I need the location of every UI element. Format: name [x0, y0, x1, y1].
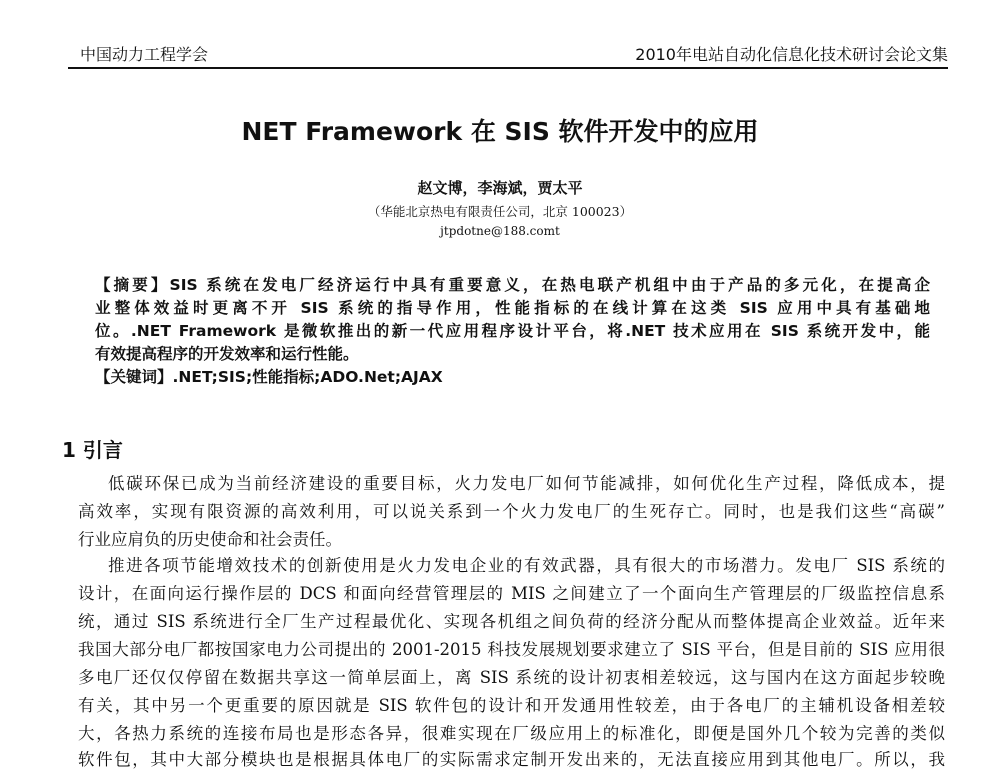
email: jtpdotne@188.comt — [440, 224, 560, 238]
body-line: 统，通过 SIS 系统进行全厂生产过程最优化、实现各机组之间负荷的经济分配从而整体提高企业效益。近年来 — [78, 612, 945, 631]
header-rule — [68, 67, 948, 69]
running-header-right: 2010年电站自动化信息化技术研讨会论文集 — [635, 45, 948, 64]
affiliation: （华能北京热电有限责任公司，北京 100023） — [367, 204, 633, 219]
abstract-line: 【摘要】SIS 系统在发电厂经济运行中具有重要意义，在热电联产机组中由于产品的多元化，在提高企 — [95, 276, 930, 294]
body-line: 设计，在面向运行操作层的 DCS 和面向经营管理层的 MIS 之间建立了一个面向生产管理层的厂级监控信息系 — [78, 584, 945, 603]
body-line: 有关，其中另一个更重要的原因就是 SIS 软件包的设计和开发通用性较差，由于各电厂的主辅机设备相差较 — [78, 696, 945, 715]
body-line: 推进各项节能增效技术的创新使用是火力发电企业的有效武器，具有很大的市场潜力。发电厂 SIS 系统的 — [108, 556, 945, 575]
body-line: 低碳环保已成为当前经济建设的重要目标，火力发电厂如何节能减排，如何优化生产过程，降低成本，提 — [108, 474, 945, 493]
abstract-line: 位。.NET Framework 是微软推出的新一代应用程序设计平台，将.NET 技术应用在 SIS 系统开发中，能 — [95, 322, 930, 340]
body-line: 高效率，实现有限资源的高效利用，可以说关系到一个火力发电厂的生死存亡。同时，也是我们这些“高碳” — [78, 502, 945, 521]
body-line: 我国大部分电厂都按国家电力公司提出的 2001-2015 科技发展规划要求建立了 SIS 平台，但是目前的 SIS 应用很 — [78, 640, 945, 659]
abstract-line: 业整体效益时更离不开 SIS 系统的指导作用，性能指标的在线计算在这类 SIS 应用中具有基础地 — [95, 299, 930, 317]
body-line: 大，各热力系统的连接布局也是形态各异，很难实现在厂级应用上的标准化，即便是国外几个较为完善的类似 — [78, 724, 945, 743]
body-line: 行业应肩负的历史使命和社会责任。 — [78, 530, 342, 549]
body-line: 多电厂还仅仅停留在数据共享这一简单层面上，离 SIS 系统的设计初衷相差较远，这与国内在这方面起步较晚 — [78, 668, 945, 687]
authors: 赵文博，李海斌，贾太平 — [417, 179, 583, 197]
keywords: 【关键词】.NET;SIS;性能指标;ADO.Net;AJAX — [95, 368, 443, 386]
running-header-left: 中国动力工程学会 — [80, 45, 209, 64]
paper-title: NET Framework 在 SIS 软件开发中的应用 — [241, 117, 759, 146]
section-heading: 1 引言 — [62, 438, 123, 462]
abstract-line: 有效提高程序的开发效率和运行性能。 — [95, 345, 359, 363]
body-line: 软件包，其中大部分模块也是根据具体电厂的实际需求定制开发出来的，无法直接应用到其他电厂。所以，我 — [78, 750, 945, 769]
